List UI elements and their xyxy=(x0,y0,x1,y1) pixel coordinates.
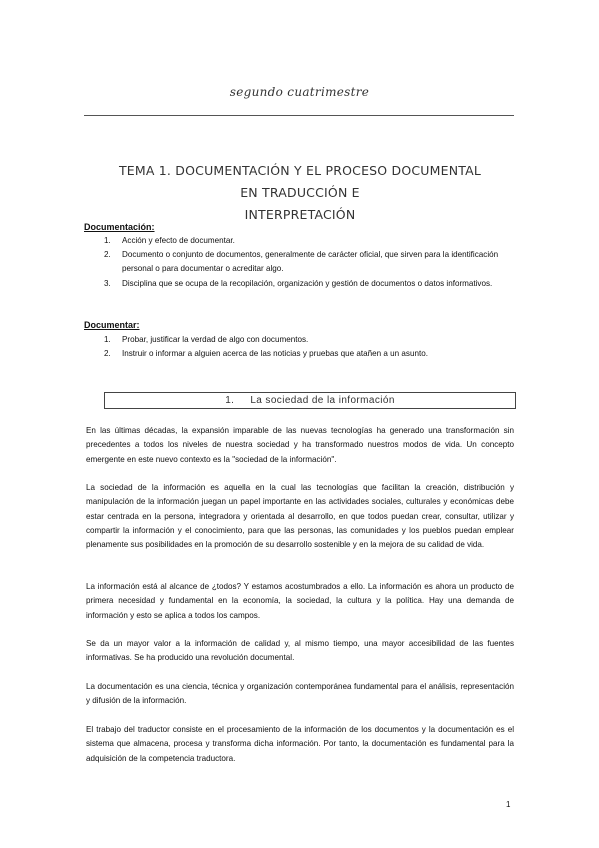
documentar-list xyxy=(104,333,514,361)
tema-title xyxy=(110,160,490,226)
list-item: 2. Instruir o informar a alguien acerca de las noticias y pruebas que atañen a un asunto. xyxy=(104,349,428,359)
documentar-heading: Documentar: xyxy=(84,320,140,330)
paragraph: La documentación es una ciencia, técnica y organización contemporánea fundamental para el análisis, representación y difusión de la información. xyxy=(86,682,514,706)
paragraph: La información está al alcance de ¿todos? Y estamos acostumbrados a ello. La información es ahora un producto de primera necesidad y fundamental en la economía, la sociedad, la cultura y la política. Hay una demanda de información y esto se aplica a todos los campos. xyxy=(86,582,514,620)
section-title: La sociedad de la información xyxy=(250,395,395,406)
paragraph: El trabajo del traductor consiste en el procesamiento de la información de los documentos y la documentación es el sistema que almacena, procesa y transforma dicha información. Por tanto, la documentación es fundamental para la adquisición de la competencia traductora. xyxy=(86,725,514,763)
tema-title-line1: TEMA 1. DOCUMENTACIÓN Y EL PROCESO DOCUMENTAL EN TRADUCCIÓN E xyxy=(118,163,482,200)
documentacion-heading: Documentación: xyxy=(84,222,155,232)
section-number: 1. xyxy=(225,395,235,406)
list-item: 1. Probar, justificar la verdad de algo con documentos. xyxy=(104,335,309,344)
list-item: 1. Acción y efecto de documentar. xyxy=(104,236,235,245)
page-number: 1 xyxy=(506,800,511,809)
header-rule xyxy=(84,115,514,116)
list-item: 3. Disciplina que se ocupa de la recopilación, organización y gestión de documentos o datos informativos. xyxy=(104,278,493,288)
list-item: 2. Documento o conjunto de documentos, generalmente de carácter oficial, que sirven para la identificación personal o para documentar o acreditar algo. xyxy=(104,250,499,274)
paragraph: La sociedad de la información es aquella en la cual las tecnologías que facilitan la creación, distribución y manipulación de la información juegan un papel importante en las actividades sociales, culturales y económicas debe estar centrada en la persona, integradora y orientada al desarrollo, en que todos puedan crear, consultar, utilizar y compartir la información y el conocimiento, para que las personas, las comunidades y los pueblos puedan emplear plenamente sus posibilidades en la promoción de su desarrollo sostenible y en la mejora de su calidad de vida. xyxy=(86,483,514,550)
paragraph: Se da un mayor valor a la información de calidad y, al mismo tiempo, una mayor accesibilidad de las fuentes informativas. Se ha producido una revolución documental. xyxy=(86,639,514,663)
tema-title-line2: INTERPRETACIÓN xyxy=(244,207,356,222)
paragraph: En las últimas décadas, la expansión imparable de las nuevas tecnologías ha generado una transformación sin precedentes a todos los niveles de nuestra sociedad y ha transformado nuestros modos de vida. Un concepto emergente en este nuevo contexto es la "sociedad de la información". xyxy=(86,426,514,464)
documentacion-list xyxy=(104,234,514,291)
header-handwritten-title: segundo cuatrimestre xyxy=(229,85,370,99)
section-heading-box xyxy=(104,392,516,409)
